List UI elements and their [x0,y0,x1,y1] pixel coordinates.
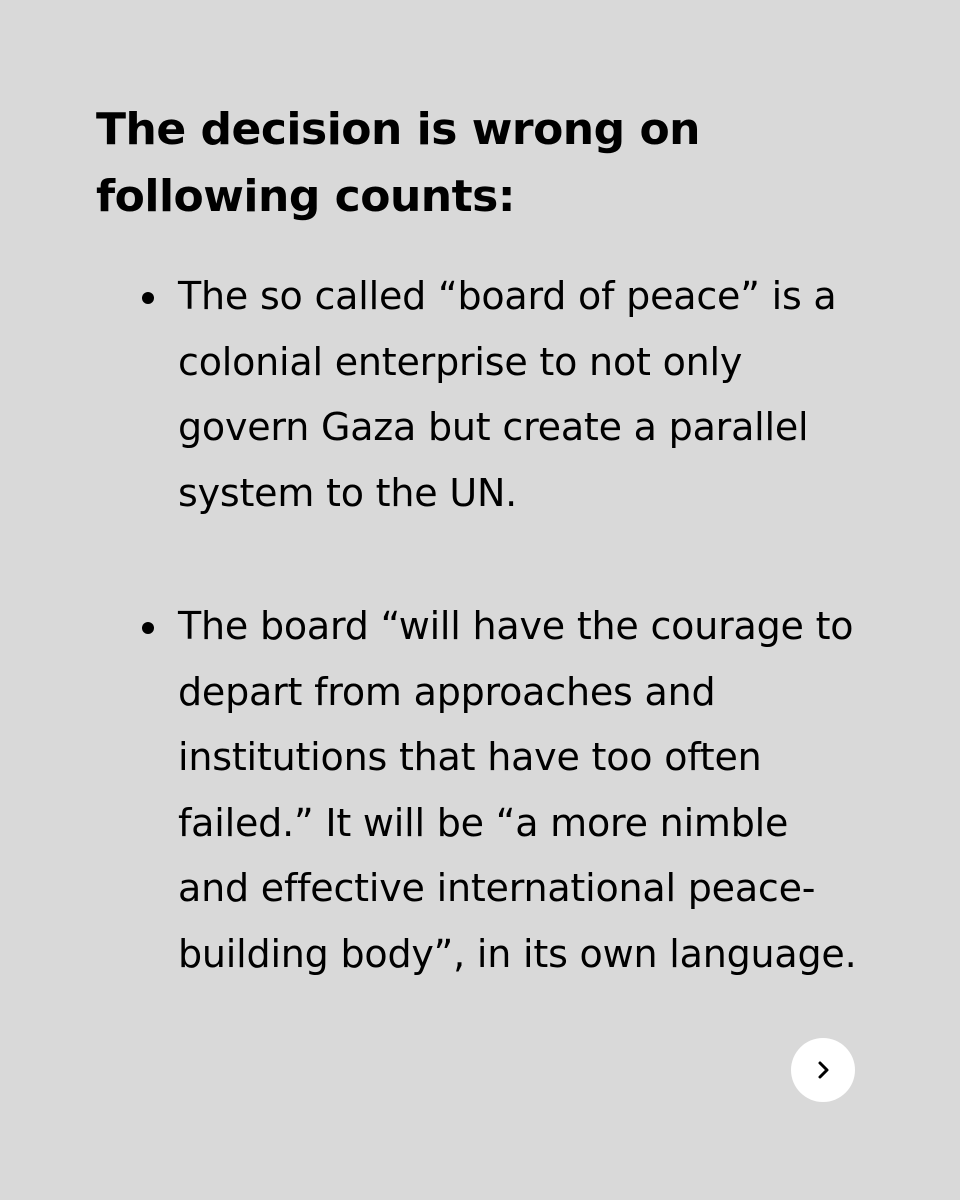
chevron-right-icon [812,1059,834,1081]
bullet-item [140,264,870,526]
bullet-item [140,594,870,987]
slide-heading: The decision is wrong on following counts: [96,104,700,222]
bullet-dot-icon [142,292,154,304]
bullet-dot-icon [142,622,154,634]
next-slide-button[interactable] [791,1038,855,1102]
bullet-text: The board “will have the courage to depart from approaches and institutions that have too often failed.” It will be “a more nimble and effective international peace-building body”, in its own language. [178,604,857,976]
bullet-list [140,264,870,987]
bullet-text: The so called “board of peace” is a colonial enterprise to not only govern Gaza but create a parallel system to the UN. [178,274,837,515]
